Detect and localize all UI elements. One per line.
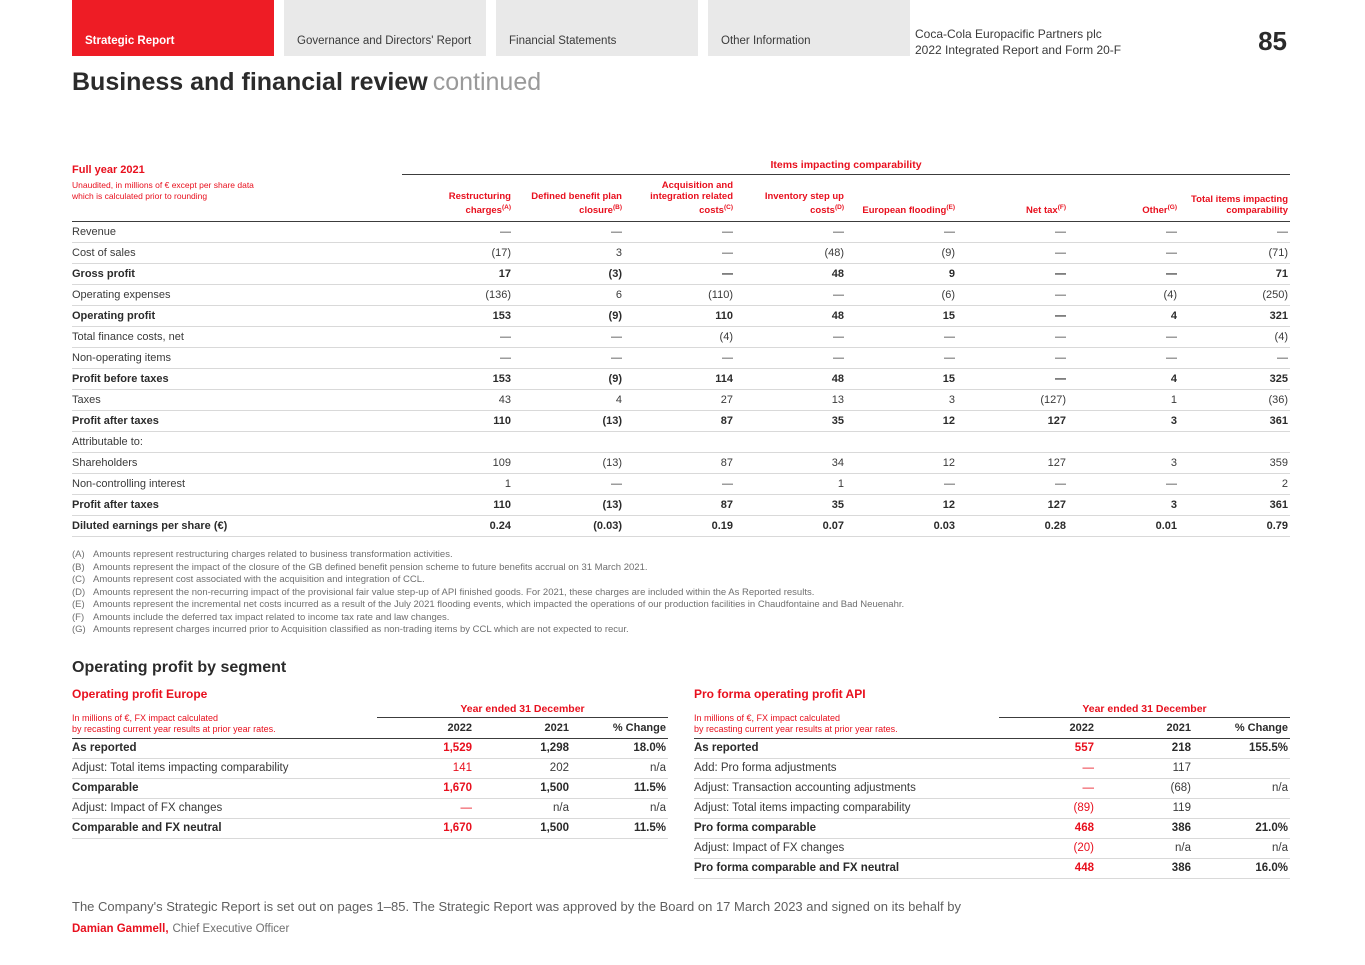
column-header: Acquisition and integration related costs$^{(C)}$	[624, 175, 735, 222]
cell-value: (4)	[624, 327, 735, 348]
cell-value	[735, 432, 846, 453]
row-label: Revenue	[72, 222, 402, 243]
cell-value: 6	[513, 285, 624, 306]
cell-value: —	[1068, 348, 1179, 369]
cell-value: —	[735, 348, 846, 369]
segment-header-row-1	[72, 703, 668, 718]
footnote	[72, 599, 1290, 612]
cell-value: —	[402, 327, 513, 348]
cell-value: —	[402, 348, 513, 369]
cell-value: 110	[624, 306, 735, 327]
cell-value	[1193, 798, 1290, 818]
cell-value: n/a	[1193, 778, 1290, 798]
cell-value: (36)	[1179, 390, 1290, 411]
row-label: Cost of sales	[72, 243, 402, 264]
segment-table-api	[694, 687, 1290, 879]
row-label: Attributable to:	[72, 432, 402, 453]
items-group-header: Items impacting comparability	[402, 159, 1290, 175]
cell-value: (17)	[402, 243, 513, 264]
column-header: % Change	[571, 717, 668, 738]
column-header: Net tax$^{(F)}$	[957, 175, 1068, 222]
segment-table-europe	[72, 687, 668, 879]
tab-label: Governance and Directors' Report	[297, 35, 472, 47]
cell-value: —	[999, 778, 1096, 798]
cell-value: 117	[1096, 758, 1193, 778]
cell-value: —	[402, 222, 513, 243]
cell-value: —	[846, 474, 957, 495]
column-header: 2022	[377, 717, 474, 738]
segment-table-body	[72, 738, 668, 838]
cell-value: —	[624, 348, 735, 369]
cell-value: 153	[402, 369, 513, 390]
cell-value: —	[513, 222, 624, 243]
publication-info	[915, 27, 1121, 58]
cell-value: 218	[1096, 738, 1193, 758]
cell-value: n/a	[1193, 838, 1290, 858]
footnote	[72, 549, 1290, 562]
cell-value: 13	[735, 390, 846, 411]
cell-value: 27	[624, 390, 735, 411]
cell-value: 110	[402, 495, 513, 516]
cell-value: (4)	[1179, 327, 1290, 348]
column-header: Defined benefit plan closure$^{(B)}$	[513, 175, 624, 222]
cell-value: —	[513, 327, 624, 348]
row-label: Non-operating items	[72, 348, 402, 369]
cell-value: (13)	[513, 411, 624, 432]
row-label: Comparable and FX neutral	[72, 818, 377, 838]
cell-value: n/a	[1096, 838, 1193, 858]
cell-value: 325	[1179, 369, 1290, 390]
row-label: Total finance costs, net	[72, 327, 402, 348]
footnote-marker: (F)	[72, 611, 85, 623]
cell-value	[624, 432, 735, 453]
cell-value: 43	[402, 390, 513, 411]
cell-value: 202	[474, 758, 571, 778]
segment-table-body	[694, 738, 1290, 878]
page-content	[72, 68, 1290, 935]
publication-line1: Coca-Cola Europacific Partners plc	[915, 27, 1102, 41]
segment-tables	[72, 687, 1290, 879]
cell-value: 17	[402, 264, 513, 285]
cell-value: (48)	[735, 243, 846, 264]
cell-value: —	[513, 474, 624, 495]
row-label: Add: Pro forma adjustments	[694, 758, 999, 778]
tab-label: Financial Statements	[509, 35, 617, 47]
cell-value: 11.5%	[571, 778, 668, 798]
cell-value: 87	[624, 453, 735, 474]
segment-table-title: Operating profit Europe	[72, 686, 208, 701]
cell-value: 35	[735, 411, 846, 432]
footnote-text: Amounts represent the incremental net costs incurred as a result of the July 2021 flooding events, which impacted the operations of our production facilities in Chaudfontaine and Bad Neuenahr.	[93, 599, 905, 611]
row-label: Pro forma comparable and FX neutral	[694, 858, 999, 878]
table-row	[694, 738, 1290, 758]
cell-value: 359	[1179, 453, 1290, 474]
cell-value: 557	[999, 738, 1096, 758]
tab-strategic-report[interactable]	[72, 0, 274, 56]
row-label: Pro forma comparable	[694, 818, 999, 838]
cell-value: —	[846, 327, 957, 348]
footnote-text: Amounts represent the non-recurring impact of the provisional fair value step-up of API finished goods. For 2021, these charges are included within the As Reported results.	[93, 586, 815, 598]
row-label: Adjust: Total items impacting comparability	[694, 798, 999, 818]
footnote-text: Amounts represent charges incurred prior to Acquisition classified as non-trading items by CCL which are not expected to recur.	[93, 624, 629, 636]
cell-value	[1068, 432, 1179, 453]
table-row	[72, 327, 1290, 348]
cell-value: 0.07	[735, 516, 846, 537]
cell-value: (9)	[846, 243, 957, 264]
note-line: In millions of €, FX impact calculated	[72, 712, 219, 723]
closing-paragraph: The Company's Strategic Report is set out on pages 1–85. The Strategic Report was approved by the Board on 17 March 2023 and signed on its behalf by	[72, 898, 961, 914]
table-row	[72, 411, 1290, 432]
nav-tabs	[72, 0, 910, 56]
cell-value: 127	[957, 411, 1068, 432]
footnote	[72, 624, 1290, 637]
cell-value: (127)	[957, 390, 1068, 411]
cell-value: 3	[1068, 495, 1179, 516]
tab-label: Other Information	[721, 35, 811, 47]
footnote	[72, 612, 1290, 625]
cell-value	[957, 432, 1068, 453]
cell-value: (71)	[1179, 243, 1290, 264]
cell-value: —	[999, 758, 1096, 778]
cell-value: (4)	[1068, 285, 1179, 306]
page-title	[72, 68, 1290, 97]
table-row	[72, 778, 668, 798]
footnote-text: Amounts represent cost associated with the acquisition and integration of CCL.	[93, 574, 425, 586]
row-label: Profit after taxes	[72, 411, 402, 432]
items-table-subcaption	[72, 180, 402, 201]
note-line: by recasting current year results at prior year rates.	[694, 723, 898, 734]
cell-value: 0.01	[1068, 516, 1179, 537]
table-row	[72, 348, 1290, 369]
table-row	[72, 738, 668, 758]
cell-value: —	[846, 222, 957, 243]
cell-value: —	[1068, 474, 1179, 495]
cell-value	[846, 432, 957, 453]
cell-value	[402, 432, 513, 453]
cell-value: 0.19	[624, 516, 735, 537]
cell-value: —	[1068, 264, 1179, 285]
column-header: European flooding$^{(E)}$	[846, 175, 957, 222]
cell-value: —	[957, 474, 1068, 495]
cell-value: 0.28	[957, 516, 1068, 537]
table-row	[694, 818, 1290, 838]
cell-value: 386	[1096, 858, 1193, 878]
segment-note	[694, 703, 999, 739]
footnote-text: Amounts include the deferred tax impact related to income tax rate and law changes.	[93, 611, 450, 623]
items-table-head	[72, 159, 1290, 222]
tab-governance-and-directors-report[interactable]	[284, 0, 486, 56]
cell-value: —	[957, 243, 1068, 264]
signatory-name: Damian Gammell,	[72, 922, 169, 935]
cell-value: 0.24	[402, 516, 513, 537]
cell-value: —	[735, 285, 846, 306]
year-header: Year ended 31 December	[999, 703, 1290, 718]
segment-table-title: Pro forma operating profit API	[694, 686, 866, 701]
row-label: Taxes	[72, 390, 402, 411]
table-row	[72, 369, 1290, 390]
page-title-main: Business and financial review	[72, 68, 428, 96]
cell-value: 15	[846, 306, 957, 327]
table-row	[694, 838, 1290, 858]
cell-value: —	[513, 348, 624, 369]
cell-value: 35	[735, 495, 846, 516]
cell-value: 4	[1068, 369, 1179, 390]
cell-value: 12	[846, 453, 957, 474]
cell-value: —	[957, 264, 1068, 285]
cell-value: 119	[1096, 798, 1193, 818]
cell-value: 127	[957, 495, 1068, 516]
cell-value: —	[377, 798, 474, 818]
cell-value: —	[957, 327, 1068, 348]
cell-value: 386	[1096, 818, 1193, 838]
cell-value: (0.03)	[513, 516, 624, 537]
year-header: Year ended 31 December	[377, 703, 668, 718]
row-label: Non-controlling interest	[72, 474, 402, 495]
cell-value: 109	[402, 453, 513, 474]
cell-value: (110)	[624, 285, 735, 306]
cell-value: 155.5%	[1193, 738, 1290, 758]
cell-value: (9)	[513, 306, 624, 327]
table-row	[72, 285, 1290, 306]
row-label: As reported	[72, 738, 377, 758]
table-row	[694, 798, 1290, 818]
signature	[72, 923, 1290, 935]
table-row	[72, 758, 668, 778]
column-header: Total items impacting comparability	[1179, 175, 1290, 222]
signatory-title: Chief Executive Officer	[172, 922, 290, 935]
row-label: Gross profit	[72, 264, 402, 285]
cell-value: 1,529	[377, 738, 474, 758]
items-table-caption-cell	[72, 159, 402, 222]
tab-label: Strategic Report	[85, 35, 175, 47]
column-header: 2021	[474, 717, 571, 738]
cell-value: 1,670	[377, 818, 474, 838]
table-row	[694, 758, 1290, 778]
cell-value: n/a	[571, 798, 668, 818]
cell-value: 2	[1179, 474, 1290, 495]
segment-table-head	[694, 703, 1290, 739]
cell-value: 1,500	[474, 818, 571, 838]
cell-value: —	[957, 369, 1068, 390]
items-table-body	[72, 222, 1290, 537]
table-row	[72, 432, 1290, 453]
table-row	[72, 495, 1290, 516]
cell-value: n/a	[474, 798, 571, 818]
footnote-text: Amounts represent restructuring charges related to business transformation activities.	[93, 549, 453, 561]
table-row	[72, 798, 668, 818]
column-header: Inventory step up costs$^{(D)}$	[735, 175, 846, 222]
cell-value: (13)	[513, 495, 624, 516]
cell-value: 9	[846, 264, 957, 285]
items-table-caption: Full year 2021	[72, 164, 145, 176]
cell-value: (68)	[1096, 778, 1193, 798]
column-header: 2022	[999, 717, 1096, 738]
cell-value: —	[624, 222, 735, 243]
cell-value: 361	[1179, 411, 1290, 432]
cell-value: —	[624, 474, 735, 495]
row-label: Adjust: Impact of FX changes	[694, 838, 999, 858]
footnote-marker: (D)	[72, 586, 86, 598]
row-label: Profit before taxes	[72, 369, 402, 390]
footnote-marker: (B)	[72, 561, 85, 573]
table-row	[72, 474, 1290, 495]
cell-value: —	[957, 285, 1068, 306]
cell-value: 3	[513, 243, 624, 264]
cell-value: —	[624, 243, 735, 264]
cell-value: 1,670	[377, 778, 474, 798]
cell-value	[1193, 758, 1290, 778]
footnote-text: Amounts represent the impact of the closure of the GB defined benefit pension scheme to future benefits accrual on 31 March 2021.	[93, 561, 648, 573]
cell-value: —	[624, 264, 735, 285]
cell-value: 141	[377, 758, 474, 778]
tab-financial-statements[interactable]	[496, 0, 698, 56]
segment-header-row-1	[694, 703, 1290, 718]
cell-value: 21.0%	[1193, 818, 1290, 838]
footnote	[72, 587, 1290, 600]
cell-value: 87	[624, 495, 735, 516]
cell-value: 12	[846, 495, 957, 516]
cell-value: (3)	[513, 264, 624, 285]
footnote-marker: (G)	[72, 624, 86, 636]
segment-table-head	[72, 703, 668, 739]
cell-value: 16.0%	[1193, 858, 1290, 878]
cell-value: 1	[735, 474, 846, 495]
subcaption-line: which is calculated prior to rounding	[72, 190, 208, 201]
row-label: As reported	[694, 738, 999, 758]
column-header: Restructuring charges$^{(A)}$	[402, 175, 513, 222]
cell-value: 87	[624, 411, 735, 432]
column-header: 2021	[1096, 717, 1193, 738]
cell-value: 4	[513, 390, 624, 411]
note-line: In millions of €, FX impact calculated	[694, 712, 841, 723]
cell-value: 1	[402, 474, 513, 495]
cell-value: 12	[846, 411, 957, 432]
cell-value: 110	[402, 411, 513, 432]
cell-value	[1179, 432, 1290, 453]
cell-value: 153	[402, 306, 513, 327]
subcaption-line: Unaudited, in millions of € except per share data	[72, 180, 254, 190]
cell-value: 0.03	[846, 516, 957, 537]
cell-value: —	[735, 222, 846, 243]
items-table	[72, 159, 1290, 537]
note-line: by recasting current year results at prior year rates.	[72, 723, 276, 734]
cell-value: 18.0%	[571, 738, 668, 758]
cell-value: 1,298	[474, 738, 571, 758]
cell-value: (20)	[999, 838, 1096, 858]
cell-value: 127	[957, 453, 1068, 474]
segment-table	[694, 703, 1290, 879]
cell-value: —	[735, 327, 846, 348]
table-row	[72, 306, 1290, 327]
cell-value: —	[1179, 348, 1290, 369]
cell-value: 48	[735, 306, 846, 327]
cell-value: —	[846, 348, 957, 369]
segment-heading: Operating profit by segment	[72, 658, 287, 676]
cell-value: 0.79	[1179, 516, 1290, 537]
cell-value: 114	[624, 369, 735, 390]
table-row	[694, 778, 1290, 798]
cell-value: 1,500	[474, 778, 571, 798]
row-label: Adjust: Transaction accounting adjustments	[694, 778, 999, 798]
footnote-marker: (E)	[72, 599, 85, 611]
table-row	[72, 390, 1290, 411]
cell-value: —	[957, 222, 1068, 243]
table-row	[72, 222, 1290, 243]
row-label: Operating profit	[72, 306, 402, 327]
cell-value: —	[957, 348, 1068, 369]
column-header: % Change	[1193, 717, 1290, 738]
table-row	[72, 243, 1290, 264]
row-label: Diluted earnings per share (€)	[72, 516, 402, 537]
cell-value: —	[957, 306, 1068, 327]
cell-value: —	[1068, 327, 1179, 348]
cell-value: 3	[846, 390, 957, 411]
cell-value: (13)	[513, 453, 624, 474]
row-label: Comparable	[72, 778, 377, 798]
publication-line2: 2022 Integrated Report and Form 20-F	[915, 42, 1122, 57]
footnote-marker: (C)	[72, 574, 86, 586]
cell-value: 34	[735, 453, 846, 474]
cell-value: 71	[1179, 264, 1290, 285]
cell-value	[513, 432, 624, 453]
footnote	[72, 562, 1290, 575]
row-label: Profit after taxes	[72, 495, 402, 516]
row-label: Adjust: Impact of FX changes	[72, 798, 377, 818]
cell-value: 1	[1068, 390, 1179, 411]
segment-note	[72, 703, 377, 739]
cell-value: 3	[1068, 411, 1179, 432]
row-label: Adjust: Total items impacting comparability	[72, 758, 377, 778]
footnote-marker: (A)	[72, 549, 85, 561]
table-row	[72, 264, 1290, 285]
items-table-header-row-1	[72, 159, 1290, 175]
cell-value: 48	[735, 369, 846, 390]
page-title-suffix: continued	[432, 68, 542, 96]
cell-value: n/a	[571, 758, 668, 778]
cell-value: 11.5%	[571, 818, 668, 838]
cell-value: —	[1068, 222, 1179, 243]
footnotes	[72, 549, 1290, 637]
cell-value: 4	[1068, 306, 1179, 327]
cell-value: (6)	[846, 285, 957, 306]
cell-value: 468	[999, 818, 1096, 838]
cell-value: 3	[1068, 453, 1179, 474]
cell-value: 48	[735, 264, 846, 285]
segment-table	[72, 703, 668, 839]
table-row	[72, 818, 668, 838]
cell-value: 15	[846, 369, 957, 390]
page-number: 85	[1258, 26, 1287, 56]
cell-value: (89)	[999, 798, 1096, 818]
cell-value: 361	[1179, 495, 1290, 516]
cell-value: (136)	[402, 285, 513, 306]
table-row	[72, 453, 1290, 474]
cell-value: 448	[999, 858, 1096, 878]
cell-value: —	[1179, 222, 1290, 243]
table-row	[694, 858, 1290, 878]
cell-value: 321	[1179, 306, 1290, 327]
column-header: Other$^{(G)}$	[1068, 175, 1179, 222]
cell-value: —	[1068, 243, 1179, 264]
footnote	[72, 574, 1290, 587]
cell-value: (250)	[1179, 285, 1290, 306]
row-label: Operating expenses	[72, 285, 402, 306]
tab-other-information[interactable]	[708, 0, 910, 56]
table-row	[72, 516, 1290, 537]
cell-value: (9)	[513, 369, 624, 390]
row-label: Shareholders	[72, 453, 402, 474]
